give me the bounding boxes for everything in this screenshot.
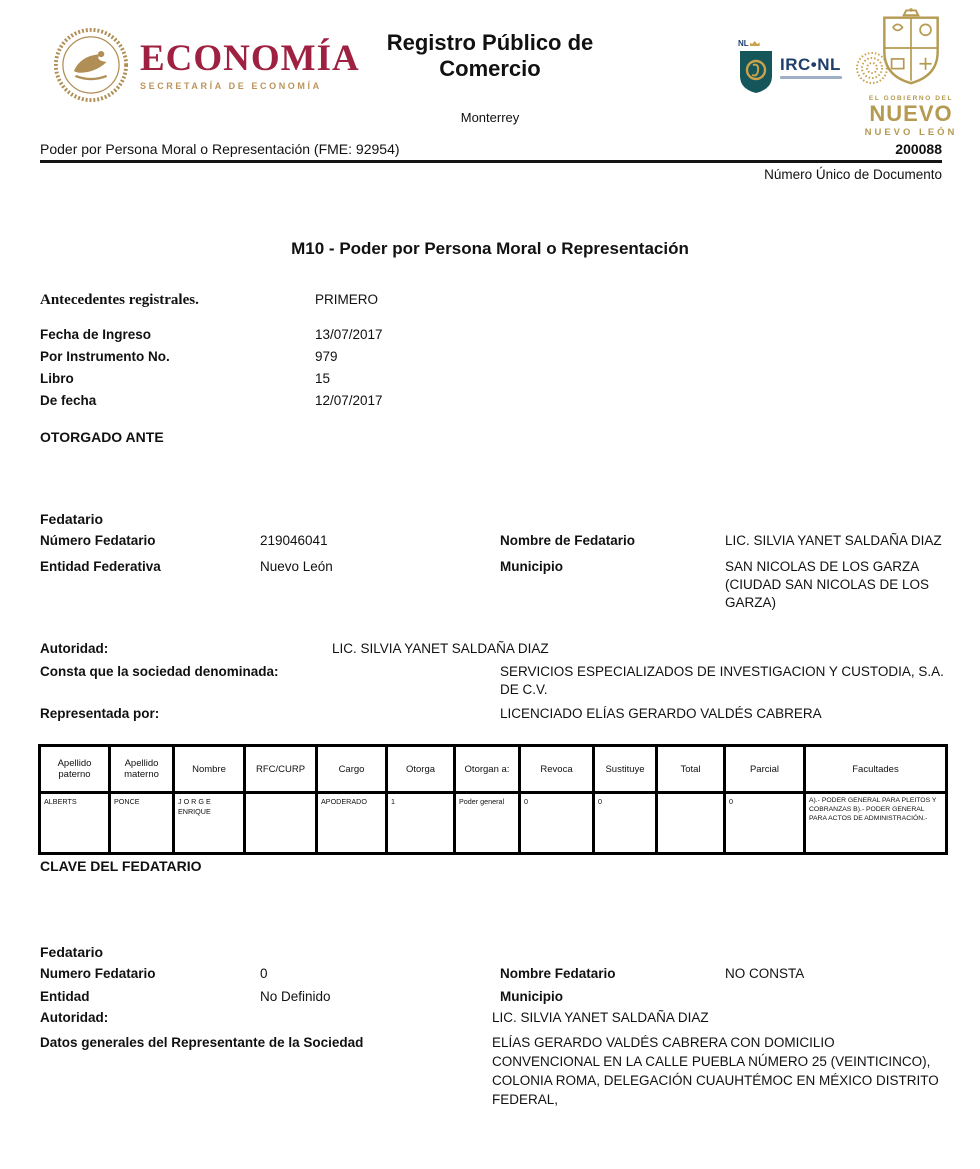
- apoderados-table: [38, 744, 948, 855]
- mexico-eagle-seal-icon: [52, 26, 130, 104]
- nombre-fedatario2-value: NO CONSTA: [725, 966, 805, 981]
- datos-generales-label: Datos generales del Representante de la Sociedad: [40, 1035, 364, 1050]
- antecedentes-detail-rows: [40, 324, 945, 412]
- cell-otorga: 1: [387, 793, 455, 854]
- cell-nombre: J O R G E ENRIQUE: [174, 793, 245, 854]
- cell-revoca: 0: [520, 793, 594, 854]
- numero-fedatario2-value: 0: [260, 966, 268, 981]
- antecedentes-row: [40, 292, 945, 309]
- col-apellido-paterno: Apellido paterno: [40, 746, 110, 793]
- otorgado-ante-heading: OTORGADO ANTE: [40, 429, 164, 445]
- municipio2-value: [725, 988, 945, 1006]
- fecha-ingreso-value: 13/07/2017: [315, 327, 383, 342]
- cell-cargo: APODERADO: [317, 793, 387, 854]
- antecedentes-value: PRIMERO: [315, 292, 379, 307]
- instrumento-value: 979: [315, 349, 338, 364]
- fedatario2-grid: [40, 965, 945, 1006]
- consta-row: [40, 663, 945, 699]
- col-otorga: Otorga: [387, 746, 455, 793]
- nombre-fedatario-label: Nombre de Fedatario: [500, 533, 636, 548]
- col-rfc-curp: RFC/CURP: [245, 746, 317, 793]
- municipio2-label: Municipio: [500, 989, 563, 1004]
- municipio-value: SAN NICOLAS DE LOS GARZA (CIUDAD SAN NICOLAS DE LOS GARZA): [725, 559, 930, 610]
- col-apellido-materno: Apellido materno: [110, 746, 174, 793]
- antecedentes-label: Antecedentes registrales.: [40, 292, 199, 308]
- document-type-title: Poder por Persona Moral o Representación (FME: 92954): [40, 141, 400, 157]
- col-total: Total: [657, 746, 725, 793]
- fedatario1-grid: [40, 532, 945, 612]
- autoridad1-value: LIC. SILVIA YANET SALDAÑA DIAZ: [332, 641, 549, 656]
- nl-state: NUEVO LEÓN: [864, 127, 958, 138]
- office-name: Monterrey: [460, 110, 520, 125]
- cell-parcial: 0: [725, 793, 805, 854]
- cell-rfc-curp: [245, 793, 317, 854]
- cell-apellido-materno: PONCE: [110, 793, 174, 854]
- nuevo-leon-shield-icon: [868, 8, 954, 88]
- fedatario1-heading: Fedatario: [40, 511, 104, 527]
- numero-fedatario-label: Número Fedatario: [40, 533, 156, 548]
- entidad-federativa-label: Entidad Federativa: [40, 559, 161, 574]
- entidad2-label: Entidad: [40, 989, 90, 1004]
- autoridad2-label: Autoridad:: [40, 1010, 109, 1025]
- col-cargo: Cargo: [317, 746, 387, 793]
- table-header-row: [40, 746, 947, 793]
- autoridad1-label: Autoridad:: [40, 641, 109, 656]
- irc-shield-icon: [738, 49, 774, 95]
- document-number-label: Número Único de Documento: [764, 167, 942, 182]
- consta-value: SERVICIOS ESPECIALIZADOS DE INVESTIGACION Y CUSTODIA, S.A. DE C.V.: [500, 664, 944, 697]
- cell-otorgan-a: Poder general: [455, 793, 520, 854]
- autoridad2-row: [40, 1010, 945, 1025]
- libro-label: Libro: [40, 371, 74, 386]
- autoridad2-value: LIC. SILVIA YANET SALDAÑA DIAZ: [492, 1010, 709, 1025]
- page-title: Registro Público de Comercio: [386, 30, 594, 82]
- nombre-fedatario2-label: Nombre Fedatario: [500, 966, 616, 981]
- col-parcial: Parcial: [725, 746, 805, 793]
- de-fecha-value: 12/07/2017: [315, 393, 383, 408]
- irc-nl-monogram: NL: [738, 40, 760, 48]
- entidad2-value: No Definido: [260, 989, 331, 1004]
- document-bar: [40, 141, 942, 182]
- representada-value: LICENCIADO ELÍAS GERARDO VALDÉS CABRERA: [500, 706, 822, 721]
- nuevo-leon-crest: [852, 8, 970, 138]
- datos-generales-row: [40, 1033, 945, 1109]
- de-fecha-label: De fecha: [40, 393, 97, 408]
- datos-generales-value: ELÍAS GERARDO VALDÉS CABRERA CON DOMICILIO CONVENCIONAL EN LA CALLE PUEBLA NÚMERO 25 (VEINTICINCO), COLONIA ROMA, DELEGACIÓN CUAUHTÉMOC EN MÉXICO DISTRITO FEDERAL,: [492, 1035, 939, 1107]
- numero-fedatario-value: 219046041: [260, 533, 328, 548]
- numero-fedatario2-label: Numero Fedatario: [40, 966, 156, 981]
- representada-row: [40, 706, 945, 721]
- autoridad1-row: [40, 641, 945, 656]
- entidad-federativa-value: Nuevo León: [260, 559, 333, 574]
- clave-fedatario-heading: CLAVE DEL FEDATARIO: [40, 858, 202, 874]
- consta-label: Consta que la sociedad denominada:: [40, 664, 279, 679]
- municipio-label: Municipio: [500, 559, 563, 574]
- nl-word: NUEVO: [869, 101, 953, 126]
- libro-value: 15: [315, 371, 331, 386]
- col-nombre: Nombre: [174, 746, 245, 793]
- form-title: M10 - Poder por Persona Moral o Representación: [291, 239, 689, 258]
- document-number: 200088: [895, 141, 942, 157]
- table-row: [40, 793, 947, 854]
- economia-subtitle: SECRETARÍA DE ECONOMÍA: [140, 80, 322, 91]
- cell-total: [657, 793, 725, 854]
- instrumento-label: Por Instrumento No.: [40, 349, 170, 364]
- col-revoca: Revoca: [520, 746, 594, 793]
- col-sustituye: Sustituye: [594, 746, 657, 793]
- fecha-ingreso-label: Fecha de Ingreso: [40, 327, 152, 342]
- irc-tagline-placeholder: [780, 76, 842, 79]
- irc-nl-label: IRC•NL: [780, 55, 841, 74]
- cell-apellido-paterno: ALBERTS: [40, 793, 110, 854]
- fedatario2-heading: Fedatario: [40, 944, 104, 960]
- nl-motto: EL GOBIERNO DEL: [868, 95, 954, 102]
- cell-facultades: A).- PODER GENERAL PARA PLEITOS Y COBRANZAS B).- PODER GENERAL PARA ACTOS DE ADMINISTRACIÓN.-: [805, 793, 947, 854]
- economia-wordmark: ECONOMÍA: [140, 37, 360, 79]
- crown-icon: [750, 41, 760, 46]
- col-otorgan-a: Otorgan a:: [455, 746, 520, 793]
- cell-sustituye: 0: [594, 793, 657, 854]
- representada-label: Representada por:: [40, 706, 160, 721]
- col-facultades: Facultades: [805, 746, 947, 793]
- nombre-fedatario-value: LIC. SILVIA YANET SALDAÑA DIAZ: [725, 533, 942, 548]
